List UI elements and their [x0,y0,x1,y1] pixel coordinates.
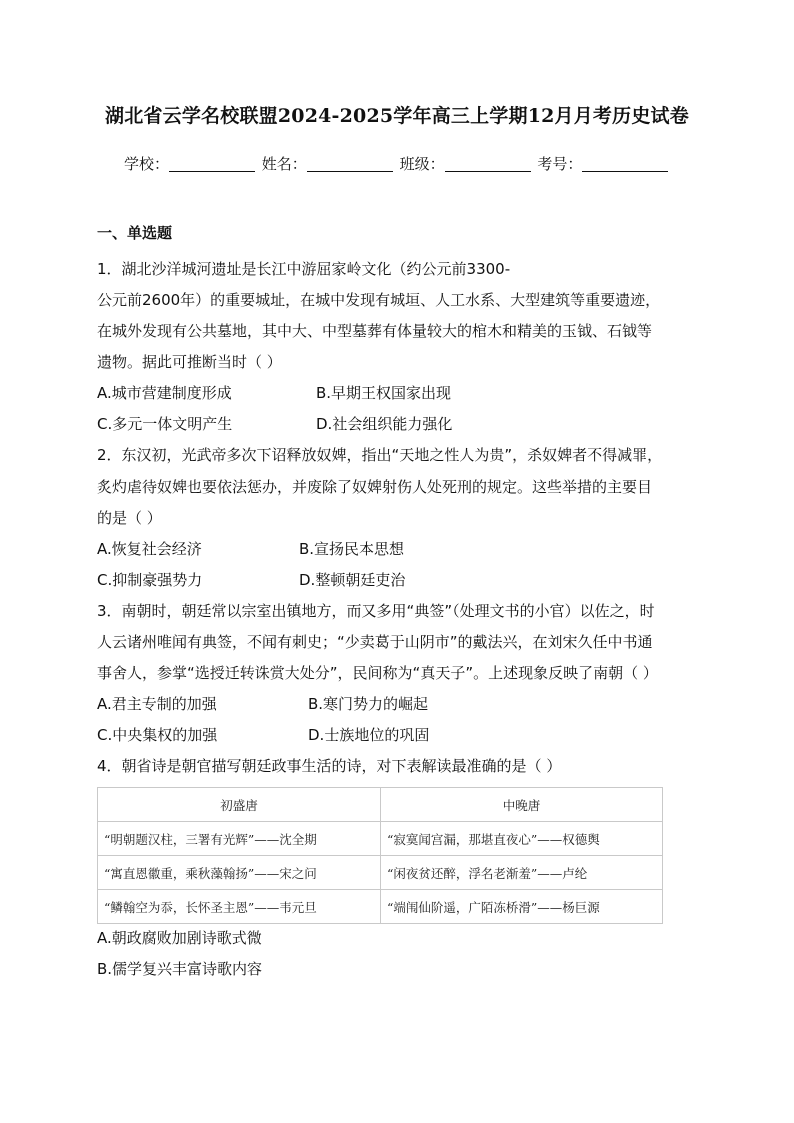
name-blank[interactable] [307,156,393,172]
q2-line-1: 2．东汉初，光武帝多次下诏释放奴婢，指出“天地之性人为贵”，杀奴婢者不得减罪， [97,446,663,464]
q4-line-1: 4．朝省诗是朝官描写朝廷政事生活的诗，对下表解读最准确的是（ ） [97,757,562,775]
table-cell: “闲夜贫还醉，浮名老渐羞”——卢纶 [381,856,663,890]
table-row [98,890,663,924]
q3-line-2: 人云诸州唯闻有典签，不闻有刺史；“少卖葛于山阴市”的戴法兴，在刘宋久任中书通 [97,633,653,651]
poems-table [97,787,663,924]
table-row [98,856,663,890]
number-blank[interactable] [582,156,668,172]
q2-line-3: 的是（ ） [97,509,162,527]
q1-option-c: C.多元一体文明产生 [97,415,233,433]
q1-option-a: A.城市营建制度形成 [97,384,232,402]
q2-line-2: 炙灼虐待奴婢也要依法惩办，并废除了奴婢射伤人处死刑的规定。这些举措的主要目 [97,478,653,496]
page-title: 湖北省云学名校联盟2024-2025学年高三上学期12月月考历史试卷 [105,105,689,127]
q3-option-b: B.寒门势力的崛起 [308,695,429,713]
q3-option-c: C.中央集权的加强 [97,726,218,744]
header-early-tang: 初盛唐 [98,788,381,822]
q3-option-d: D.士族地位的巩固 [308,726,430,744]
name-label: 姓名： [261,155,307,173]
q1-line-4: 遗物。据此可推断当时（ ） [97,353,282,371]
q3-option-a: A.君主专制的加强 [97,695,217,713]
class-blank[interactable] [445,156,531,172]
q1-line-3: 在城外发现有公共墓地，其中大、中型墓葬有体量较大的棺木和精美的玉钺、石钺等 [97,322,653,340]
table-cell: “鳞翰空为忝，长怀圣主恩”——韦元旦 [98,890,381,924]
q1-option-b: B.早期王权国家出现 [316,384,452,402]
class-label: 班级： [399,155,445,173]
q1-line-1: 1．湖北沙洋城河遗址是长江中游屈家岭文化（约公元前3300- [97,260,511,278]
table-header-row [98,788,663,822]
table-cell: “寂寞闻宫漏，那堪直夜心”——权德舆 [381,822,663,856]
header-late-tang: 中晚唐 [381,788,663,822]
table-cell: “明朝题汉柱，三署有光辉”——沈全期 [98,822,381,856]
q1-option-d: D.社会组织能力强化 [316,415,453,433]
school-blank[interactable] [169,156,255,172]
table-row [98,822,663,856]
q4-option-b: B.儒学复兴丰富诗歌内容 [97,960,263,978]
school-label: 学校： [124,155,170,173]
q2-option-b: B.宣扬民本思想 [299,540,405,558]
q4-option-a: A.朝政腐败加剧诗歌式微 [97,929,262,947]
q2-option-d: D.整顿朝廷吏治 [299,571,406,589]
number-label: 考号： [537,155,583,173]
section-heading: 一、单选题 [97,224,173,242]
table-cell: “寓直恩徽重，乘秋藻翰扬”——宋之问 [98,856,381,890]
student-info-row [124,153,670,174]
table-cell: “端闱仙阶遥，广陌冻桥滑”——杨巨源 [381,890,663,924]
q3-line-3: 事舍人，参掌“选授迁转诛赏大处分”，民间称为“真天子”。上述现象反映了南朝（ ） [97,664,658,682]
q2-option-c: C.抑制豪强势力 [97,571,203,589]
q2-option-a: A.恢复社会经济 [97,540,202,558]
q1-line-2: 公元前2600年）的重要城址，在城中发现有城垣、人工水系、大型建筑等重要遗迹， [97,291,661,309]
q3-line-1: 3．南朝时，朝廷常以宗室出镇地方，而又多用“典签”（处理文书的小官）以佐之，时 [97,602,655,620]
